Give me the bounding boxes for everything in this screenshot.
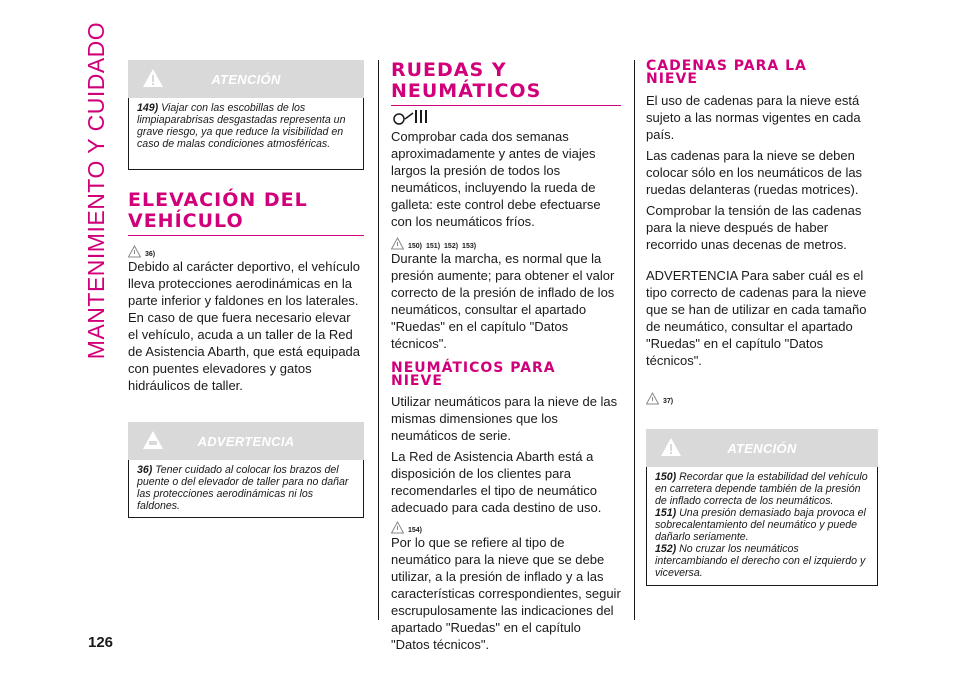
warning-ref-icon [391, 237, 404, 250]
column-3 [646, 60, 878, 586]
note-text: No cruzar los neumáticos intercambiando el derecho con el izquierdo y viceversa. [655, 543, 866, 579]
column-divider [378, 60, 379, 620]
subsection-title: NEUMÁTICOS PARA NIEVE [391, 360, 556, 389]
reference-marks [128, 240, 364, 258]
note-number: 151) [655, 507, 677, 519]
note-text: Una presión demasiado baja provoca el sobrecalentamiento del neumático y puede dañarlo seriamente. [655, 507, 866, 543]
warning-ref-icon [128, 245, 141, 258]
reference-marks [646, 387, 878, 405]
warning-triangle-icon [660, 436, 682, 458]
column-1 [128, 60, 364, 518]
column-divider [634, 60, 635, 620]
ref-number: 152) [444, 243, 459, 250]
warning-ref-icon [391, 521, 404, 534]
chapter-side-title [80, 21, 114, 359]
body-paragraph: Debido al carácter deportivo, el vehículo lleva protecciones aerodinámicas en la parte inferior y faldones en los laterales. En caso de que fuera necesario elevar el vehículo, acuda a un taller de la Red de Asistencia Abarth, que está equipada con puentes elevadores y gatos hidráulicos de taller. [128, 259, 361, 393]
attention-box-body [646, 467, 878, 586]
warning-triangle-icon [142, 67, 164, 89]
body-paragraph: Durante la marcha, es normal que la presión aumente; para obtener el valor correcto de la presión de inflado de los neumáticos, consultar el apartado "Ruedas" en el capítulo "Datos técnicos". [391, 251, 615, 351]
note-number: 152) [655, 543, 677, 555]
attention-box-body [128, 98, 364, 170]
warning-box-header [128, 422, 364, 460]
body-paragraph: Las cadenas para la nieve se deben colocar sólo en los neumáticos de las ruedas delanteras (ruedas motrices). [646, 148, 863, 197]
body-paragraph: ADVERTENCIA Para saber cuál es el tipo correcto de cadenas para la nieve que se han de utilizar en cada tamaño de neumático, consultar el apartado "Ruedas" en el capítulo "Datos técnicos". [646, 268, 867, 368]
note-text: Tener cuidado al colocar los brazos del puente o del elevador de taller para no dañar las protecciones aerodinámicas ni los faldones. [137, 464, 349, 512]
reference-marks [391, 516, 621, 534]
reference-marks [391, 232, 621, 250]
attention-title: ATENCIÓN [211, 71, 281, 87]
warning-title: ADVERTENCIA [197, 433, 295, 449]
ref-number: 153) [462, 243, 477, 250]
section-title: CADENAS PARA LA NIEVE [646, 58, 807, 87]
page-number: 126 [88, 634, 114, 651]
attention-box-header [128, 60, 364, 98]
attention-box-header [646, 429, 878, 467]
ref-number: 37) [663, 398, 674, 405]
column-2 [391, 60, 621, 653]
note-number: 36) [137, 464, 153, 476]
car-lift-icon [142, 429, 164, 451]
ref-number: 151) [426, 243, 441, 250]
body-paragraph: Utilizar neumáticos para la nieve de las mismas dimensiones que los neumáticos de serie. [391, 394, 618, 443]
ref-number: 36) [145, 251, 156, 258]
warning-ref-icon [646, 392, 659, 405]
note-text: Viajar con las escobillas de los limpiaparabrisas desgastadas representa un grave riesgo, ya que reduce la visibilidad en caso de malas condiciones atmosféricas. [137, 102, 346, 150]
body-paragraph: La Red de Asistencia Abarth está a disposición de los clientes para recomendarles el tipo de neumático adecuado para cada destino de uso. [391, 449, 602, 515]
body-paragraph: Comprobar cada dos semanas aproximadamente y antes de viajes largos la presión de todos los neumáticos, incluyendo la rueda de galleta: este control debe efectuarse con los neumáticos fríos. [391, 129, 601, 229]
section-title: RUEDAS Y NEUMÁTICOS [391, 59, 542, 102]
note-number: 149) [137, 102, 159, 114]
attention-title: ATENCIÓN [727, 440, 797, 456]
warning-box-body [128, 460, 364, 518]
body-paragraph: El uso de cadenas para la nieve está sujeto a las normas vigentes en cada país. [646, 93, 861, 142]
note-number: 150) [655, 471, 677, 483]
body-paragraph: Por lo que se refiere al tipo de neumático para la nieve que se debe utilizar, a la presión de inflado y a las características correspondientes, seguir escrupulosamente las indicaciones del apartado "Ruedas" en el capítulo "Datos técnicos". [391, 535, 621, 652]
ref-number: 150) [408, 243, 423, 250]
ref-number: 154) [408, 527, 423, 534]
tyre-pressure-icon [391, 106, 621, 128]
chapter-title-text: MANTENIMIENTO Y CUIDADO [83, 21, 110, 359]
section-rule [128, 235, 364, 236]
body-paragraph: Comprobar la tensión de las cadenas para la nieve después de haber recorrido unas decenas de metros. [646, 203, 862, 252]
section-title: ELEVACIÓN DEL VEHÍCULO [128, 189, 308, 232]
note-text: Recordar que la estabilidad del vehículo en carretera depende también de la presión de inflado correcta de los neumáticos. [655, 471, 868, 507]
